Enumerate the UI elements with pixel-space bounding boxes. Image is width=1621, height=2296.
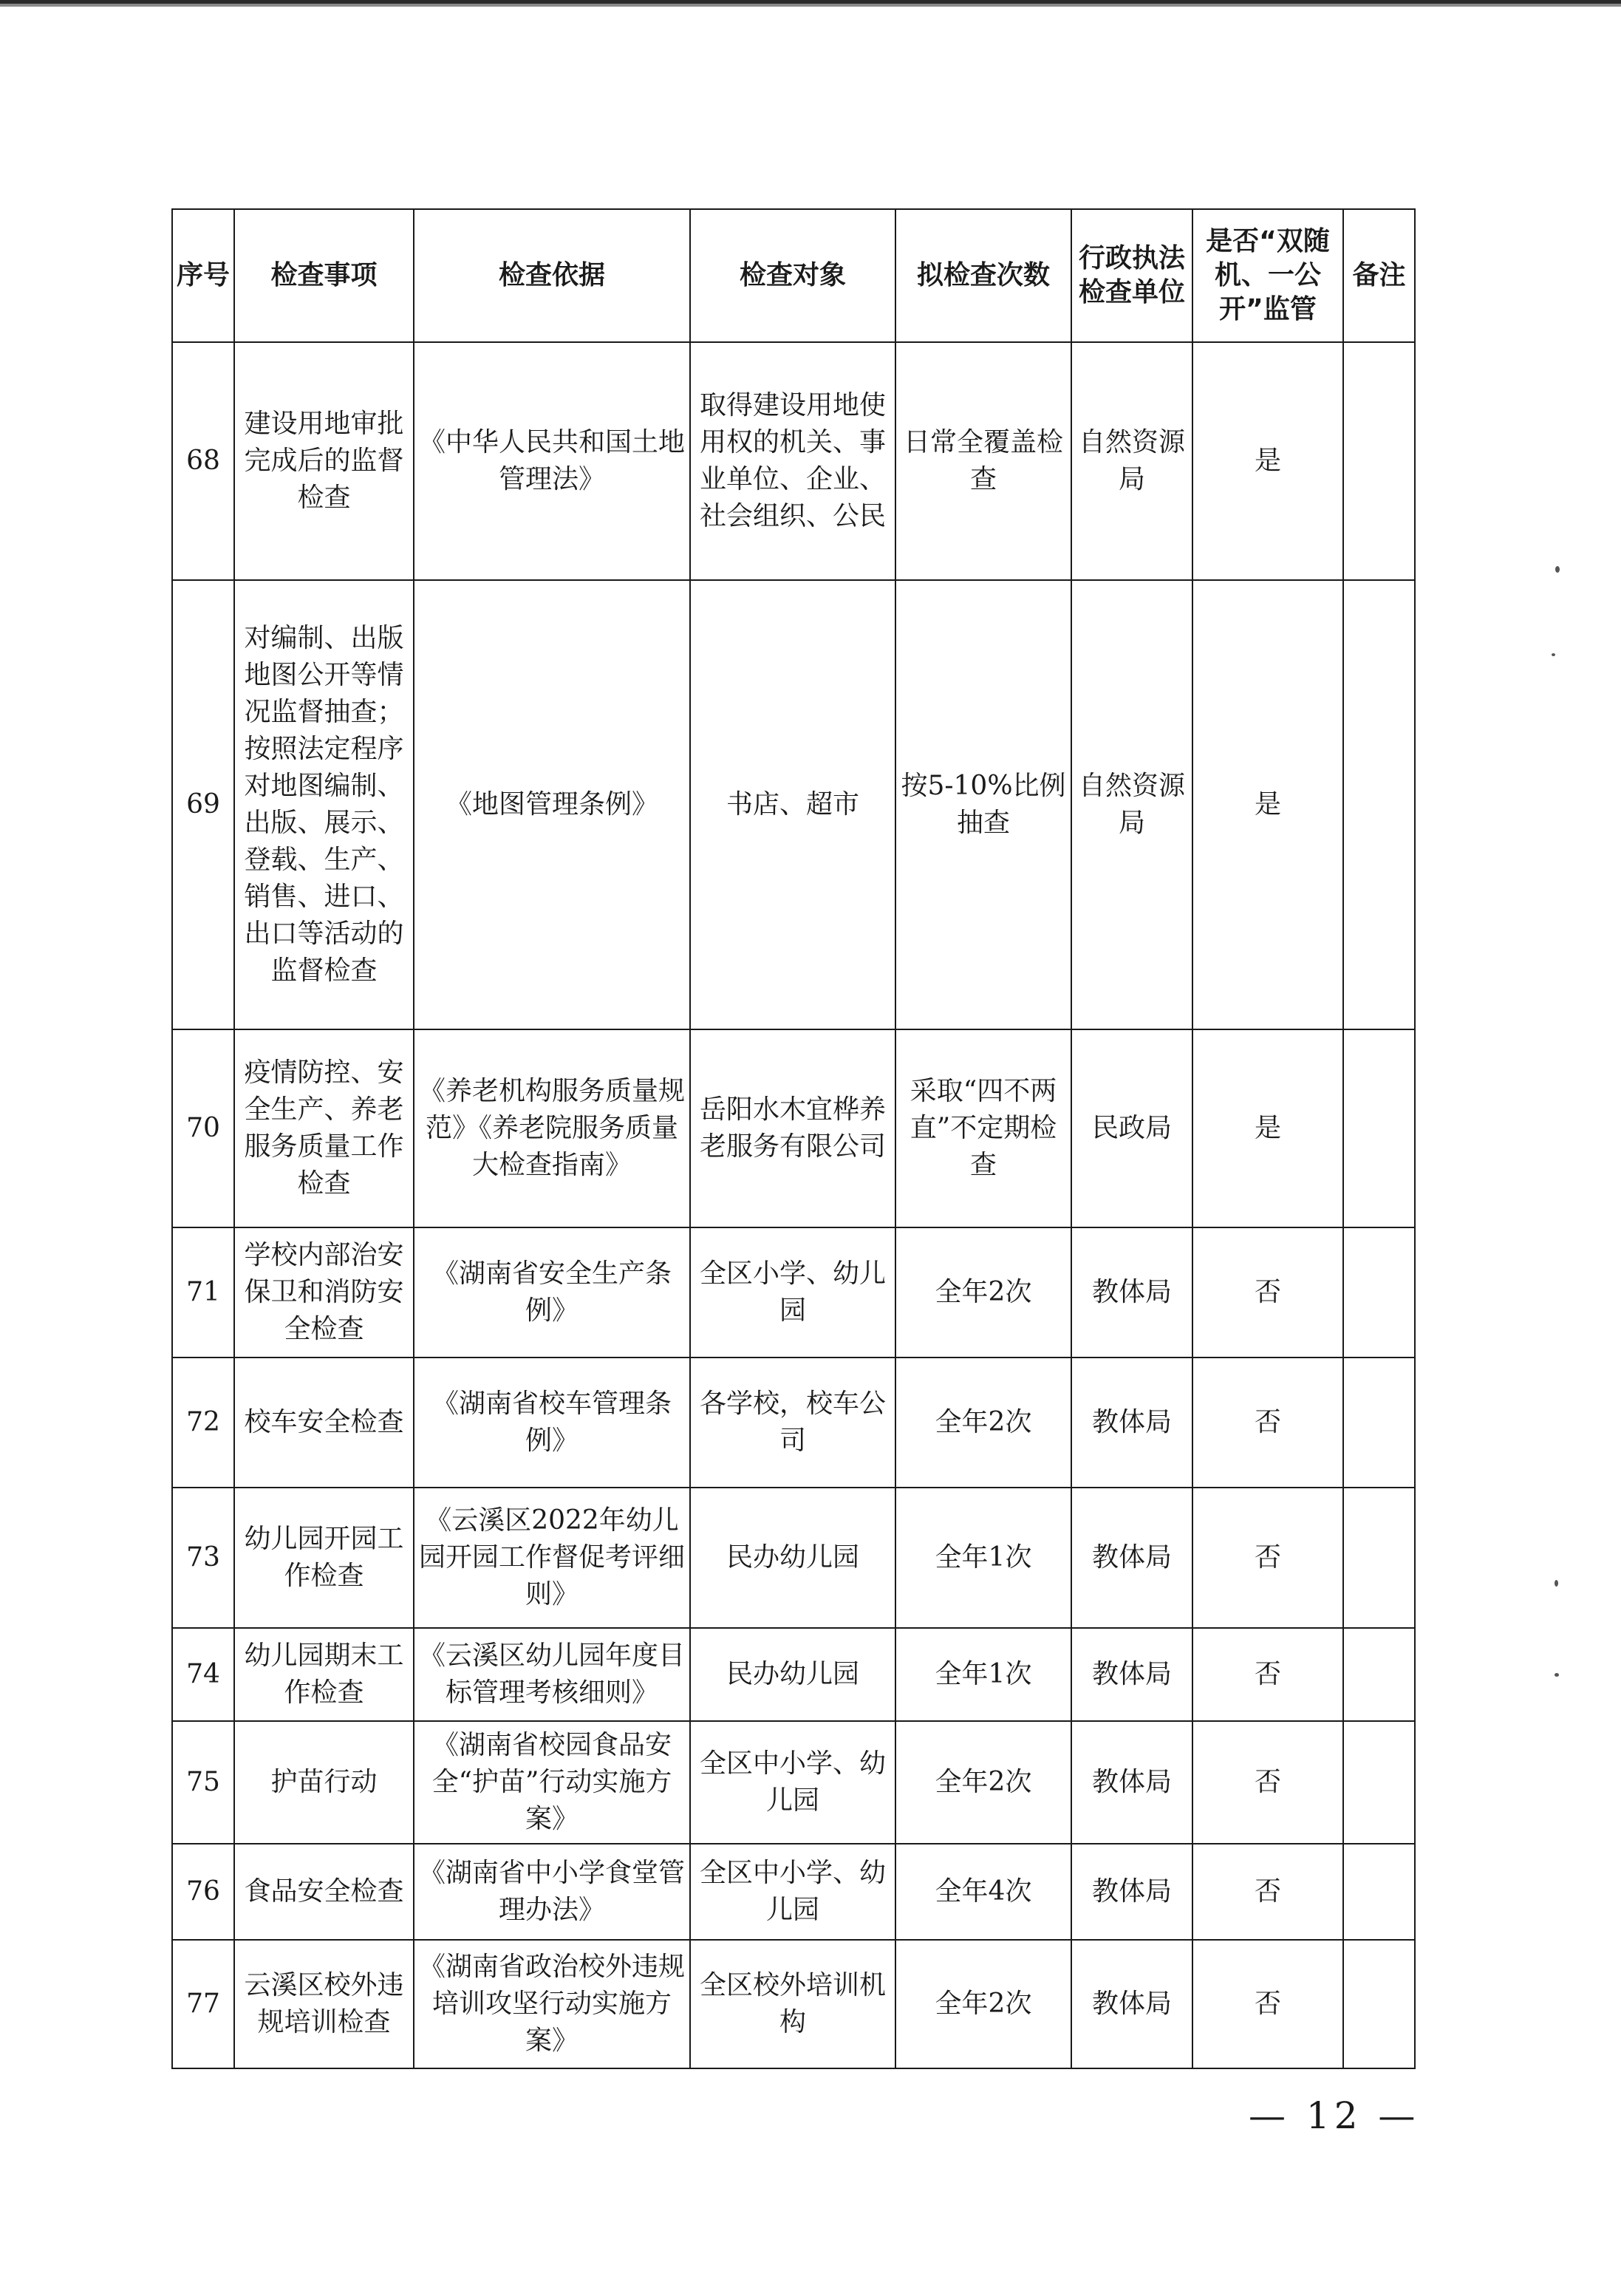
table-row <box>172 580 1415 1029</box>
row-unit: 自然资源局 <box>1071 580 1192 1029</box>
row-no: 70 <box>172 1029 234 1227</box>
row-target: 取得建设用地使用权的机关、事业单位、企业、社会组织、公民 <box>690 342 895 580</box>
row-times: 全年2次 <box>895 1227 1071 1357</box>
row-times: 全年2次 <box>895 1940 1071 2068</box>
table-row <box>172 1357 1415 1488</box>
row-remark <box>1343 1940 1415 2068</box>
row-times: 全年1次 <box>895 1488 1071 1628</box>
row-double-random: 否 <box>1192 1357 1343 1488</box>
row-times: 全年2次 <box>895 1357 1071 1488</box>
header-times: 拟检查次数 <box>895 209 1071 342</box>
row-no: 73 <box>172 1488 234 1628</box>
row-basis: 《云溪区幼儿园年度目标管理考核细则》 <box>414 1628 690 1721</box>
row-double-random: 否 <box>1192 1844 1343 1940</box>
table-row <box>172 1628 1415 1721</box>
row-no: 75 <box>172 1721 234 1844</box>
row-times: 日常全覆盖检查 <box>895 342 1071 580</box>
row-unit: 教体局 <box>1071 1844 1192 1940</box>
row-target: 民办幼儿园 <box>690 1628 895 1721</box>
row-double-random: 是 <box>1192 1029 1343 1227</box>
header-item: 检查事项 <box>234 209 414 342</box>
row-remark <box>1343 1844 1415 1940</box>
table-row <box>172 1844 1415 1940</box>
row-remark <box>1343 1628 1415 1721</box>
row-basis: 《中华人民共和国土地管理法》 <box>414 342 690 580</box>
row-basis: 《云溪区2022年幼儿园开园工作督促考评细则》 <box>414 1488 690 1628</box>
row-double-random: 否 <box>1192 1488 1343 1628</box>
row-remark <box>1343 1488 1415 1628</box>
row-double-random: 否 <box>1192 1721 1343 1844</box>
row-item: 对编制、出版地图公开等情况监督抽查；按照法定程序对地图编制、出版、展示、登载、生产、销售、进口、出口等活动的监督检查 <box>234 580 414 1029</box>
row-times: 全年4次 <box>895 1844 1071 1940</box>
row-target: 民办幼儿园 <box>690 1488 895 1628</box>
row-target: 全区中小学、幼儿园 <box>690 1844 895 1940</box>
row-double-random: 是 <box>1192 580 1343 1029</box>
row-double-random: 是 <box>1192 342 1343 580</box>
scan-speck <box>1555 566 1560 573</box>
row-unit: 教体局 <box>1071 1721 1192 1844</box>
row-unit: 自然资源局 <box>1071 342 1192 580</box>
row-no: 71 <box>172 1227 234 1357</box>
row-item: 疫情防控、安全生产、养老服务质量工作检查 <box>234 1029 414 1227</box>
row-unit: 教体局 <box>1071 1227 1192 1357</box>
row-remark <box>1343 1029 1415 1227</box>
inspection-table <box>171 208 1416 2069</box>
row-item: 护苗行动 <box>234 1721 414 1844</box>
row-unit: 教体局 <box>1071 1628 1192 1721</box>
row-basis: 《养老机构服务质量规范》《养老院服务质量大检查指南》 <box>414 1029 690 1227</box>
table-row <box>172 1488 1415 1628</box>
header-remark: 备注 <box>1343 209 1415 342</box>
row-item: 幼儿园开园工作检查 <box>234 1488 414 1628</box>
row-target: 全区中小学、幼儿园 <box>690 1721 895 1844</box>
row-no: 77 <box>172 1940 234 2068</box>
row-remark <box>1343 342 1415 580</box>
row-remark <box>1343 580 1415 1029</box>
row-target: 各学校，校车公司 <box>690 1357 895 1488</box>
table-row <box>172 1940 1415 2068</box>
row-basis: 《湖南省政治校外违规培训攻坚行动实施方案》 <box>414 1940 690 2068</box>
row-target: 书店、超市 <box>690 580 895 1029</box>
scan-speck <box>1552 653 1555 656</box>
row-no: 68 <box>172 342 234 580</box>
header-unit: 行政执法检查单位 <box>1071 209 1192 342</box>
row-unit: 教体局 <box>1071 1357 1192 1488</box>
row-unit: 教体局 <box>1071 1488 1192 1628</box>
row-remark <box>1343 1357 1415 1488</box>
row-target: 全区小学、幼儿园 <box>690 1227 895 1357</box>
row-basis: 《湖南省校车管理条例》 <box>414 1357 690 1488</box>
row-times: 全年2次 <box>895 1721 1071 1844</box>
table-header-row <box>172 209 1415 342</box>
row-no: 72 <box>172 1357 234 1488</box>
row-basis: 《湖南省中小学食堂管理办法》 <box>414 1844 690 1940</box>
row-no: 76 <box>172 1844 234 1940</box>
row-item: 校车安全检查 <box>234 1357 414 1488</box>
row-basis: 《湖南省安全生产条例》 <box>414 1227 690 1357</box>
row-remark <box>1343 1721 1415 1844</box>
row-no: 74 <box>172 1628 234 1721</box>
header-basis: 检查依据 <box>414 209 690 342</box>
header-no: 序号 <box>172 209 234 342</box>
header-double-random: 是否“双随机、一公开”监管 <box>1192 209 1343 342</box>
row-unit: 教体局 <box>1071 1940 1192 2068</box>
row-times: 按5-10%比例抽查 <box>895 580 1071 1029</box>
row-basis: 《湖南省校园食品安全“护苗”行动实施方案》 <box>414 1721 690 1844</box>
row-double-random: 否 <box>1192 1940 1343 2068</box>
row-basis: 《地图管理条例》 <box>414 580 690 1029</box>
row-double-random: 否 <box>1192 1227 1343 1357</box>
row-double-random: 否 <box>1192 1628 1343 1721</box>
table-row <box>172 1227 1415 1357</box>
row-target: 全区校外培训机构 <box>690 1940 895 2068</box>
table-row <box>172 1721 1415 1844</box>
scan-speck <box>1555 1673 1559 1677</box>
header-target: 检查对象 <box>690 209 895 342</box>
row-item: 食品安全检查 <box>234 1844 414 1940</box>
top-border-shadow <box>0 4 1621 7</box>
table-row <box>172 1029 1415 1227</box>
page-number: — 12 — <box>1249 2094 1420 2137</box>
table-row <box>172 342 1415 580</box>
row-item: 幼儿园期末工作检查 <box>234 1628 414 1721</box>
row-item: 建设用地审批完成后的监督检查 <box>234 342 414 580</box>
row-unit: 民政局 <box>1071 1029 1192 1227</box>
row-times: 采取“四不两直”不定期检查 <box>895 1029 1071 1227</box>
row-item: 云溪区校外违规培训检查 <box>234 1940 414 2068</box>
row-times: 全年1次 <box>895 1628 1071 1721</box>
row-item: 学校内部治安保卫和消防安全检查 <box>234 1227 414 1357</box>
row-target: 岳阳水木宜桦养老服务有限公司 <box>690 1029 895 1227</box>
scan-speck <box>1555 1580 1558 1587</box>
row-remark <box>1343 1227 1415 1357</box>
row-no: 69 <box>172 580 234 1029</box>
